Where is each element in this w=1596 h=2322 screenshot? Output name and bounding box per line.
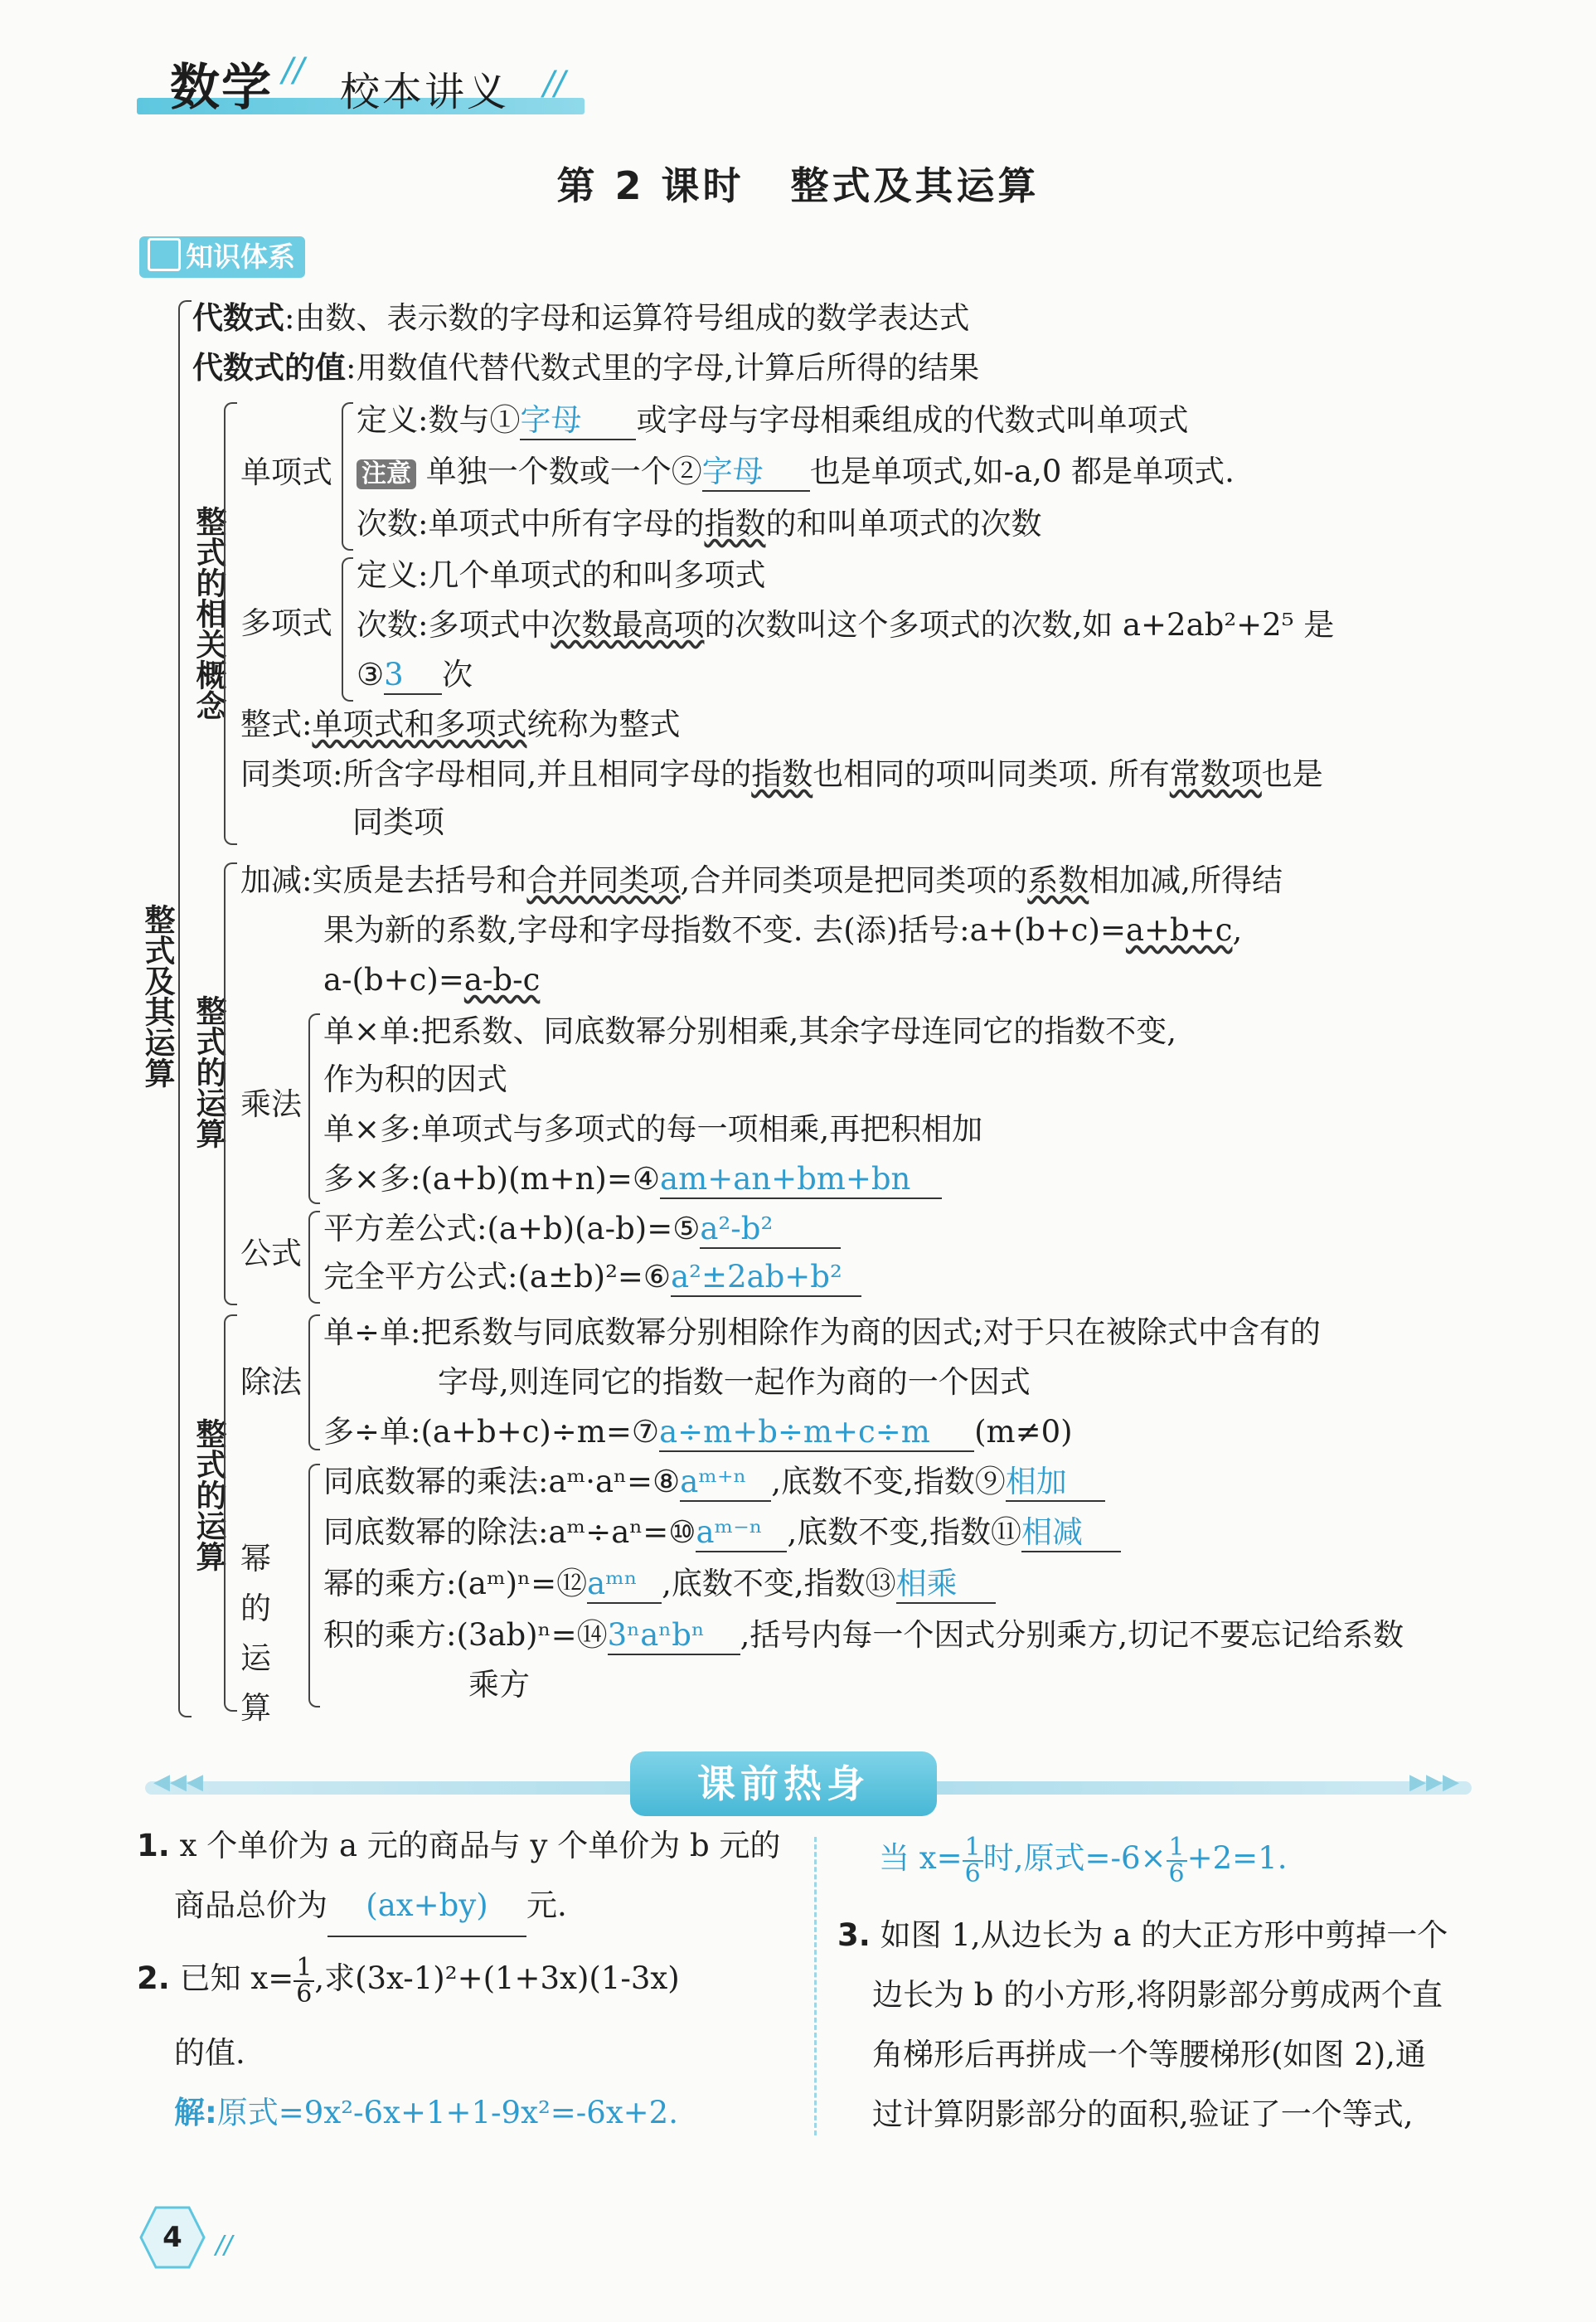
note-badge: 注意 bbox=[357, 459, 416, 489]
answer-5: a²-b² bbox=[700, 1211, 841, 1249]
root-bracket bbox=[178, 300, 192, 1717]
answer-1: 字母 bbox=[520, 402, 636, 440]
answer-14: 3ⁿaⁿbⁿ bbox=[608, 1617, 740, 1655]
difference-of-squares: 平方差公式:(a+b)(a-b)=⑤a²-b² bbox=[323, 1211, 841, 1249]
monomial-definition: 定义:数与①字母 或字母与字母相乘组成的代数式叫单项式 bbox=[357, 402, 1188, 440]
warmup-title: 课前热身 bbox=[630, 1751, 937, 1816]
expression-value-def: 代数式的值:用数值代替代数式里的字母,计算后所得的结果 bbox=[192, 350, 980, 386]
answer-13: 相乘 bbox=[896, 1566, 996, 1604]
monomial-degree: 次数:单项式中所有字母的指数的和叫单项式的次数 bbox=[357, 506, 1042, 542]
group-concepts-label: 整式的相关概念 bbox=[191, 506, 226, 721]
root-label: 整式及其运算 bbox=[139, 904, 175, 1088]
pencil-icon bbox=[148, 238, 181, 271]
answer-12: aᵐⁿ bbox=[587, 1566, 662, 1604]
formula-label: 公式 bbox=[240, 1236, 302, 1271]
polynomial-definition: 定义:几个单项式的和叫多项式 bbox=[357, 557, 766, 593]
monomial-bracket bbox=[342, 402, 353, 551]
group-ops-label-2: 整式的运算 bbox=[191, 1418, 226, 1571]
question-3-line-2: 边长为 b 的小方形,将阴影部分剪成两个直 bbox=[872, 1977, 1443, 2013]
question-1-line-2: 商品总价为 (ax+by) 元. bbox=[174, 1876, 567, 1937]
mono-div-mono: 单÷单:把系数与同底数幂分别相除作为商的因式;对于只在被除式中含有的 bbox=[323, 1314, 1321, 1350]
poly-div-mono: 多÷单:(a+b+c)÷m=⑦a÷m+b÷m+c÷m (m≠0) bbox=[323, 1414, 1073, 1452]
polynomial-degree: 次数:多项式中次数最高项的次数叫这个多项式的次数,如 a+2ab²+2⁵ 是 bbox=[357, 607, 1335, 643]
power-ops-label: 幂的运算 bbox=[240, 1541, 271, 1726]
bracket-removal-rule: a-(b+c)=a-b-c bbox=[323, 962, 541, 998]
question-1-line-1: 1. x 个单价为 a 元的商品与 y 个单价为 b 元的 bbox=[137, 1828, 781, 1863]
answer-4: am+an+bm+bn bbox=[660, 1161, 942, 1199]
group-ops-label-1: 整式的运算 bbox=[191, 995, 226, 1149]
formula-bracket bbox=[308, 1211, 320, 1304]
perfect-square: 完全平方公式:(a±b)²=⑥a²±2ab+b² bbox=[323, 1259, 861, 1297]
power-of-product-rule: 积的乘方:(3ab)ⁿ=⑭3ⁿaⁿbⁿ ,括号内每一个因式分别乘方,切记不要忘记给系数 bbox=[323, 1617, 1404, 1655]
concepts-bracket bbox=[224, 402, 237, 845]
answer-7: a÷m+b÷m+c÷m bbox=[659, 1414, 974, 1452]
question-2-line-2: 的值. bbox=[174, 2035, 245, 2071]
lesson-topic: 整式及其运算 bbox=[790, 163, 1040, 208]
header-book-title: 校本讲义 bbox=[340, 69, 510, 115]
like-terms-def-cont: 同类项 bbox=[352, 804, 444, 840]
mono-div-mono-cont: 字母,则连同它的指数一起作为商的一个因式 bbox=[438, 1364, 1031, 1400]
knowledge-system-badge bbox=[139, 236, 305, 278]
power-bracket bbox=[308, 1464, 320, 1707]
answer-9: 相加 bbox=[1006, 1464, 1105, 1502]
power-quotient-rule: 同底数幂的除法:aᵐ÷aⁿ=⑩aᵐ⁻ⁿ ,底数不变,指数⑪相减 bbox=[323, 1514, 1121, 1552]
answer-6: a²±2ab+b² bbox=[671, 1259, 861, 1297]
question-1-answer: (ax+by) bbox=[327, 1876, 526, 1937]
like-terms-def: 同类项:所含字母相同,并且相同字母的指数也相同的项叫同类项. 所有常数项也是 bbox=[240, 756, 1323, 792]
question-2-solution-cont: 当 x= $\frac{1}{6}$ 时,原式=-6× $\frac{1}{6}$ +2=1. bbox=[879, 1832, 1288, 1888]
left-arrows-icon: ◀◀◀ bbox=[153, 1770, 203, 1795]
divide-bracket bbox=[308, 1314, 320, 1450]
header-subject: 数学 bbox=[170, 59, 273, 117]
page-number: 4 bbox=[163, 2221, 182, 2254]
add-sub-rule: 加减:实质是去括号和合并同类项,合并同类项是把同类项的系数相加减,所得结 bbox=[240, 862, 1283, 898]
ops-bracket-1 bbox=[224, 862, 237, 1305]
power-of-product-rule-cont: 乘方 bbox=[468, 1667, 530, 1703]
multiply-bracket bbox=[308, 1013, 320, 1204]
poly-times-poly: 多×多:(a+b)(m+n)=④am+an+bm+bn bbox=[323, 1161, 942, 1199]
answer-8: aᵐ⁺ⁿ bbox=[680, 1464, 771, 1502]
page-number-slashes: // bbox=[216, 2231, 233, 2260]
multiplication-label: 乘法 bbox=[240, 1086, 302, 1122]
integral-expression-def: 整式:单项式和多项式统称为整式 bbox=[240, 707, 681, 742]
monomial-note: 注意 单独一个数或一个②字母 也是单项式,如-a,0 都是单项式. bbox=[357, 454, 1235, 492]
knowledge-system-label: 知识体系 bbox=[186, 240, 295, 273]
add-sub-rule-cont: 果为新的系数,字母和字母指数不变. 去(添)括号:a+(b+c)=a+b+c, bbox=[323, 912, 1243, 948]
answer-2: 字母 bbox=[702, 454, 810, 492]
question-2-line-1: 2. 已知 x= $\frac{1}{6}$ ,求(3x-1)²+(1+3x)(1-3x) bbox=[137, 1952, 680, 2009]
question-3-line-3: 角梯形后再拼成一个等腰梯形(如图 2),通 bbox=[872, 2037, 1426, 2072]
right-arrows-icon: ▶▶▶ bbox=[1409, 1770, 1459, 1795]
power-product-rule: 同底数幂的乘法:aᵐ·aⁿ=⑧aᵐ⁺ⁿ ,底数不变,指数⑨相加 bbox=[323, 1464, 1105, 1502]
question-2-solution: 解:原式=9x²-6x+1+1-9x²=-6x+2. bbox=[174, 2095, 678, 2130]
answer-10: aᵐ⁻ⁿ bbox=[696, 1514, 787, 1552]
ops-bracket-2 bbox=[224, 1314, 237, 1712]
mono-times-mono-cont: 作为积的因式 bbox=[323, 1061, 507, 1097]
answer-11: 相减 bbox=[1021, 1514, 1121, 1552]
lesson-number: 第 2 课时 bbox=[556, 163, 745, 208]
power-of-power-rule: 幂的乘方:(aᵐ)ⁿ=⑫aᵐⁿ ,底数不变,指数⑬相乘 bbox=[323, 1566, 996, 1604]
polynomial-degree-answer: ③3 次 bbox=[357, 657, 473, 695]
question-3-line-1: 3. 如图 1,从边长为 a 的大正方形中剪掉一个 bbox=[837, 1917, 1448, 1953]
algebraic-expression-def: 代数式:由数、表示数的字母和运算符号组成的数学表达式 bbox=[192, 300, 970, 336]
lesson-title bbox=[0, 156, 1596, 211]
mono-times-poly: 单×多:单项式与多项式的每一项相乘,再把积相加 bbox=[323, 1111, 983, 1147]
polynomial-label: 多项式 bbox=[240, 605, 332, 641]
column-divider bbox=[814, 1837, 817, 2135]
polynomial-bracket bbox=[342, 557, 353, 702]
division-label: 除法 bbox=[240, 1364, 302, 1400]
answer-3: 3 bbox=[384, 657, 442, 695]
header-slashes: // bbox=[282, 51, 304, 90]
question-3-line-4: 过计算阴影部分的面积,验证了一个等式, bbox=[872, 2096, 1414, 2132]
monomial-label: 单项式 bbox=[240, 454, 332, 490]
mono-times-mono: 单×单:把系数、同底数幂分别相乘,其余字母连同它的指数不变, bbox=[323, 1013, 1176, 1049]
header-slashes-2: // bbox=[543, 65, 565, 103]
